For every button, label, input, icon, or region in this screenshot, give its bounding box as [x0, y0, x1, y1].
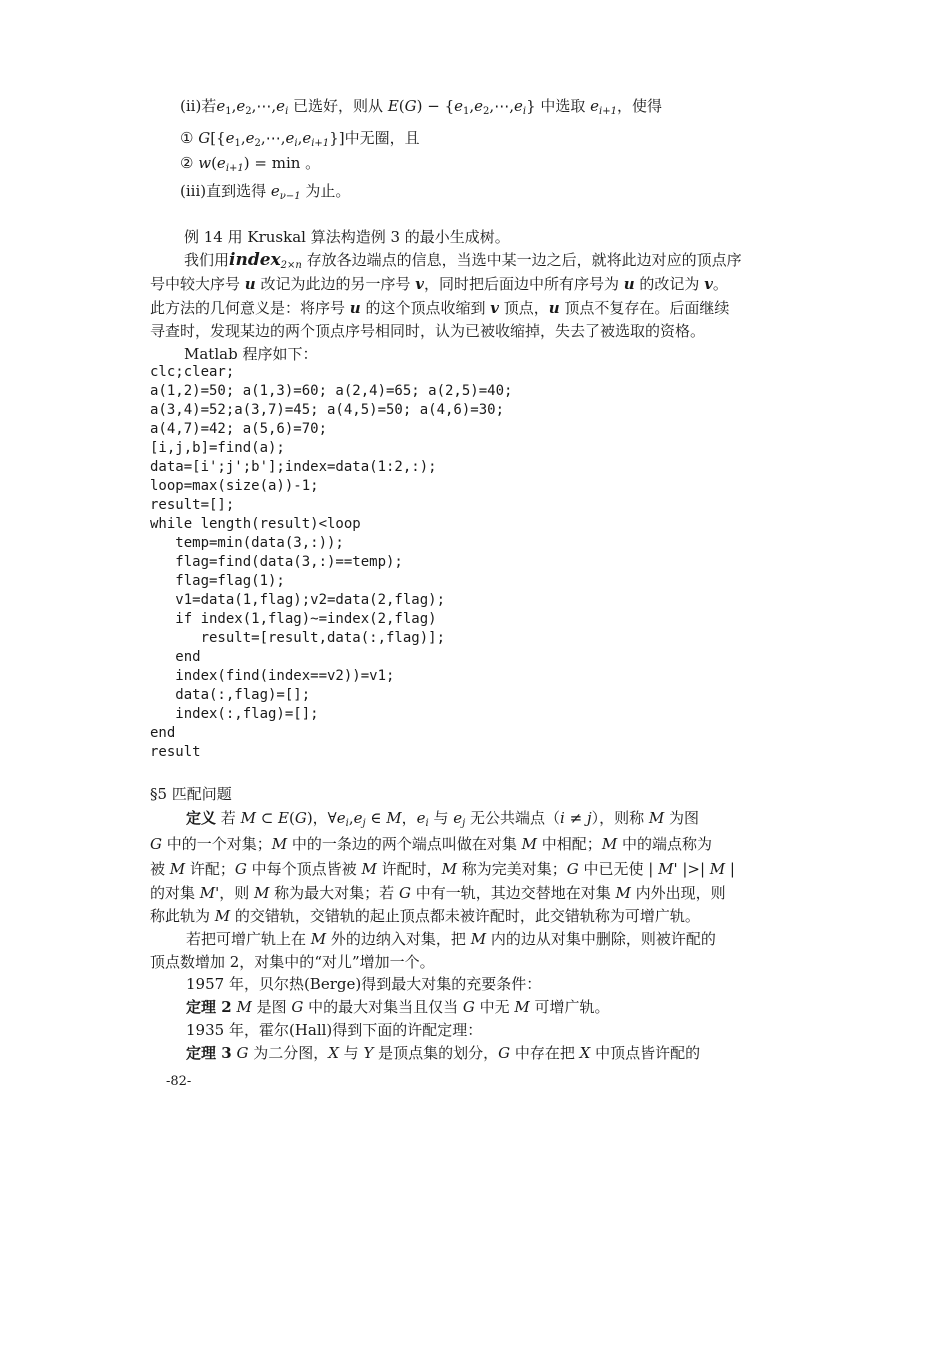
code-line: end — [150, 649, 201, 665]
code-line: a(4,7)=42; a(5,6)=70; — [150, 421, 328, 437]
algo-condition-1: ① $G[\{e_1,e_2,\cdots,e_i,e_{i+1}\}]$中无圈，且 — [180, 129, 420, 149]
code-line: end — [150, 725, 176, 741]
definition-line-2: G 中的一个对集；M 中的一条边的两个端点叫做在对集 M 中相配；M 中的端点称为 — [150, 835, 712, 853]
hall-note: 1935 年，霍尔(Hall)得到下面的许配定理： — [186, 1021, 483, 1039]
definition-line-3: 被 M 许配；G 中每个顶点皆被 M 许配时，M 称为完美对集；G 中已无使 | M' |>| M | — [150, 860, 735, 878]
definition-line-4: 的对集 M'，则 M 称为最大对集；若 G 中有一轨，其边交替地在对集 M 内外出现，则 — [150, 884, 726, 902]
berge-note: 1957 年，贝尔热(Berge)得到最大对集的充要条件： — [186, 975, 542, 993]
algo-step-ii: (ii)若$e_1,e_2,\cdots,e_i$ 已选好，则从 $E(G) - \{e_1,e_2,\cdots,e_i\}$ 中选取 $e_{i+1}$，使得 — [180, 97, 663, 117]
section-title: §5 匹配问题 — [150, 785, 232, 803]
matlab-intro: Matlab 程序如下： — [184, 345, 318, 363]
code-line: data(:,flag)=[]; — [150, 687, 311, 703]
code-line: result=[result,data(:,flag)]; — [150, 630, 446, 646]
code-line: result=[]; — [150, 497, 235, 513]
code-line: index(:,flag)=[]; — [150, 706, 319, 722]
theorem-2: 定理 2 M 是图 G 中的最大对集当且仅当 G 中无 M 可增广轨。 — [186, 998, 610, 1016]
page-number: -82- — [166, 1074, 192, 1089]
code-line: v1=data(1,flag);v2=data(2,flag); — [150, 592, 446, 608]
code-line: loop=max(size(a))-1; — [150, 478, 319, 494]
example-paragraph-line-3: 此方法的几何意义是：将序号 u 的这个顶点收缩到 v 顶点，u 顶点不复存在。后面继续 — [150, 299, 730, 317]
code-line: temp=min(data(3,:)); — [150, 535, 344, 551]
code-line: result — [150, 744, 201, 760]
definition-line-1: 定义 若 M ⊂ E(G)，$\forall e_i,e_j$ ∈ M，$e_i$ 与 $e_j$ 无公共端点（i ≠ j），则称 M 为图 — [186, 809, 700, 829]
code-line: a(3,4)=52;a(3,7)=45; a(4,5)=50; a(4,6)=30; — [150, 402, 505, 418]
theorem-3: 定理 3 G 为二分图，X 与 Y 是顶点集的划分，G 中存在把 X 中顶点皆许配的 — [186, 1044, 701, 1062]
code-line: clc;clear; — [150, 364, 235, 380]
example-title: 例 14 用 Kruskal 算法构造例 3 的最小生成树。 — [184, 228, 510, 246]
code-line: if index(1,flag)~=index(2,flag) — [150, 611, 437, 627]
definition-line-5: 称此轨为 M 的交错轨，交错轨的起止顶点都未被许配时，此交错轨称为可增广轨。 — [150, 907, 700, 925]
augment-paragraph-line-1: 若把可增广轨上在 M 外的边纳入对集，把 M 内的边从对集中删除，则被许配的 — [186, 930, 716, 948]
code-line: [i,j,b]=find(a); — [150, 440, 285, 456]
code-line: a(1,2)=50; a(1,3)=60; a(2,4)=65; a(2,5)=40; — [150, 383, 513, 399]
code-line: while length(result)<loop — [150, 516, 361, 532]
code-line: index(find(index==v2))=v1; — [150, 668, 395, 684]
augment-paragraph-line-2: 顶点数增加 2，对集中的“对儿”增加一个。 — [150, 953, 435, 971]
example-paragraph-line-1: 我们用index$_{2\times n}$ 存放各边端点的信息，当选中某一边之后，就将此边对应的顶点序 — [184, 250, 742, 271]
code-line: flag=find(data(3,:)==temp); — [150, 554, 403, 570]
code-line: flag=flag(1); — [150, 573, 285, 589]
example-paragraph-line-4: 寻查时，发现某边的两个顶点序号相同时，认为已被收缩掉，失去了被选取的资格。 — [150, 322, 706, 340]
code-line: data=[i';j';b'];index=data(1:2,:); — [150, 459, 437, 475]
example-paragraph-line-2: 号中较大序号 u 改记为此边的另一序号 v，同时把后面边中所有序号为 u 的改记为 v。 — [150, 275, 728, 293]
algo-step-iii: (iii)直到选得 $e_{\nu-1}$ 为止。 — [180, 182, 351, 202]
algo-condition-2: ② $w(e_{i+1}) = \min$ 。 — [180, 154, 321, 174]
